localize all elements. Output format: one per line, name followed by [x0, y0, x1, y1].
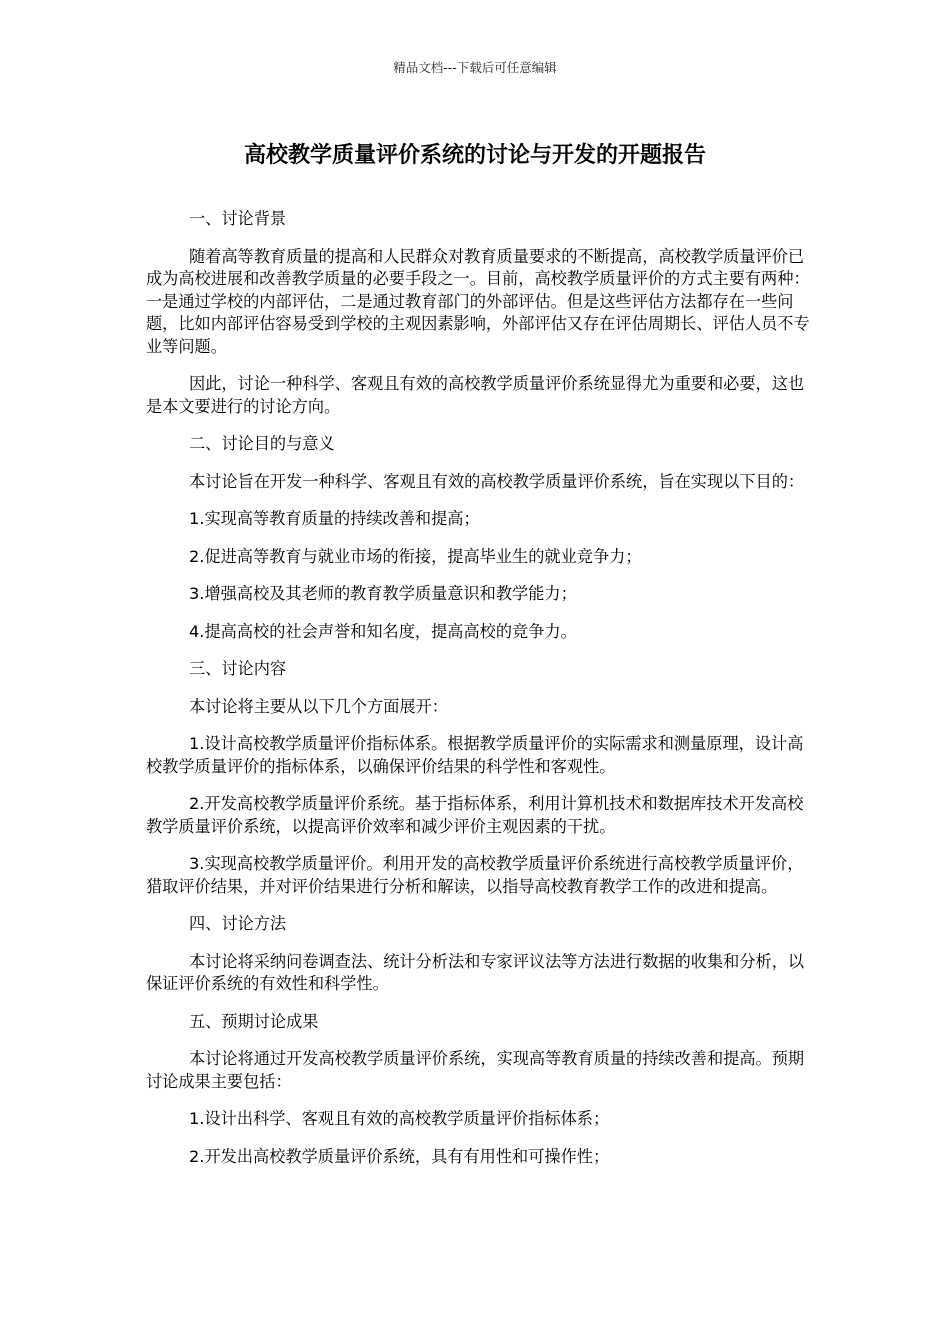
- expected-results-item-2: 2.开发出高校教学质量评价系统，具有有用性和可操作性；: [189, 1146, 610, 1166]
- page-header-note: 精品文档---下载后可任意编辑: [393, 60, 557, 75]
- purpose-intro-paragraph: 本讨论旨在开发一种科学、客观且有效的高校教学质量评价系统，旨在实现以下目的：: [189, 471, 805, 491]
- content-item-1: 1.设计高校教学质量评价指标体系。根据教学质量评价的实际需求和测量原理，设计高校教学质量评价的指标体系，以确保评价结果的科学性和客观性。: [146, 734, 804, 776]
- section-heading-purpose: 二、讨论目的与意义: [189, 434, 335, 453]
- section-heading-expected-results: 五、预期讨论成果: [189, 1011, 319, 1031]
- background-conclusion-paragraph: 因此，讨论一种科学、客观且有效的高校教学质量评价系统显得尤为重要和必要，这也是本文要进行的讨论方向。: [146, 374, 805, 416]
- expected-results-item-1: 1.设计出科学、客观且有效的高校教学质量评价指标体系；: [189, 1109, 610, 1128]
- purpose-item-2: 2.促进高等教育与就业市场的衔接，提高毕业生的就业竞争力；: [189, 546, 642, 566]
- content-item-3: 3.实现高校教学质量评价。利用开发的高校教学质量评价系统进行高校教学质量评价，猎取评价结果，并对评价结果进行分析和解读，以指导高校教育教学工作的改进和提高。: [146, 854, 804, 896]
- purpose-item-4: 4.提高高校的社会声誉和知名度，提高高校的竞争力。: [189, 621, 577, 641]
- content-item-2: 2.开发高校教学质量评价系统。基于指标体系，利用计算机技术和数据库技术开发高校教学质量评价系统，以提高评价效率和减少评价主观因素的干扰。: [146, 794, 804, 836]
- document-title: 高校教学质量评价系统的讨论与开发的开题报告: [243, 143, 706, 168]
- document-body: [146, 208, 812, 1183]
- method-paragraph: 本讨论将采纳问卷调查法、统计分析法和专家评议法等方法进行数据的收集和分析，以保证评价系统的有效性和科学性。: [146, 951, 805, 993]
- purpose-item-3: 3.增强高校及其老师的教育教学质量意识和教学能力；: [189, 584, 577, 603]
- expected-results-intro-paragraph: 本讨论将通过开发高校教学质量评价系统，实现高等教育质量的持续改善和提高。预期讨论成果主要包括：: [146, 1049, 805, 1091]
- background-paragraph: 随着高等教育质量的提高和人民群众对教育质量要求的不断提高，高校教学质量评价已成为高校进展和改善教学质量的必要手段之一。目前，高校教学质量评价的方式主要有两种：一是通过学校的内部评估，二是通过教育部门的外部评估。但是这些评估方法都存在一些问题，比如内部评估容易受到学校的主观因素影响，外部评估又存在评估周期长、评估人员不专业等问题。: [146, 246, 810, 356]
- section-heading-background: 一、讨论背景: [189, 209, 287, 228]
- purpose-item-1: 1.实现高等教育质量的持续改善和提高；: [189, 509, 480, 528]
- section-heading-content: 三、讨论内容: [189, 659, 287, 678]
- section-heading-method: 四、讨论方法: [189, 914, 287, 933]
- content-intro-paragraph: 本讨论将主要从以下几个方面展开：: [189, 696, 448, 716]
